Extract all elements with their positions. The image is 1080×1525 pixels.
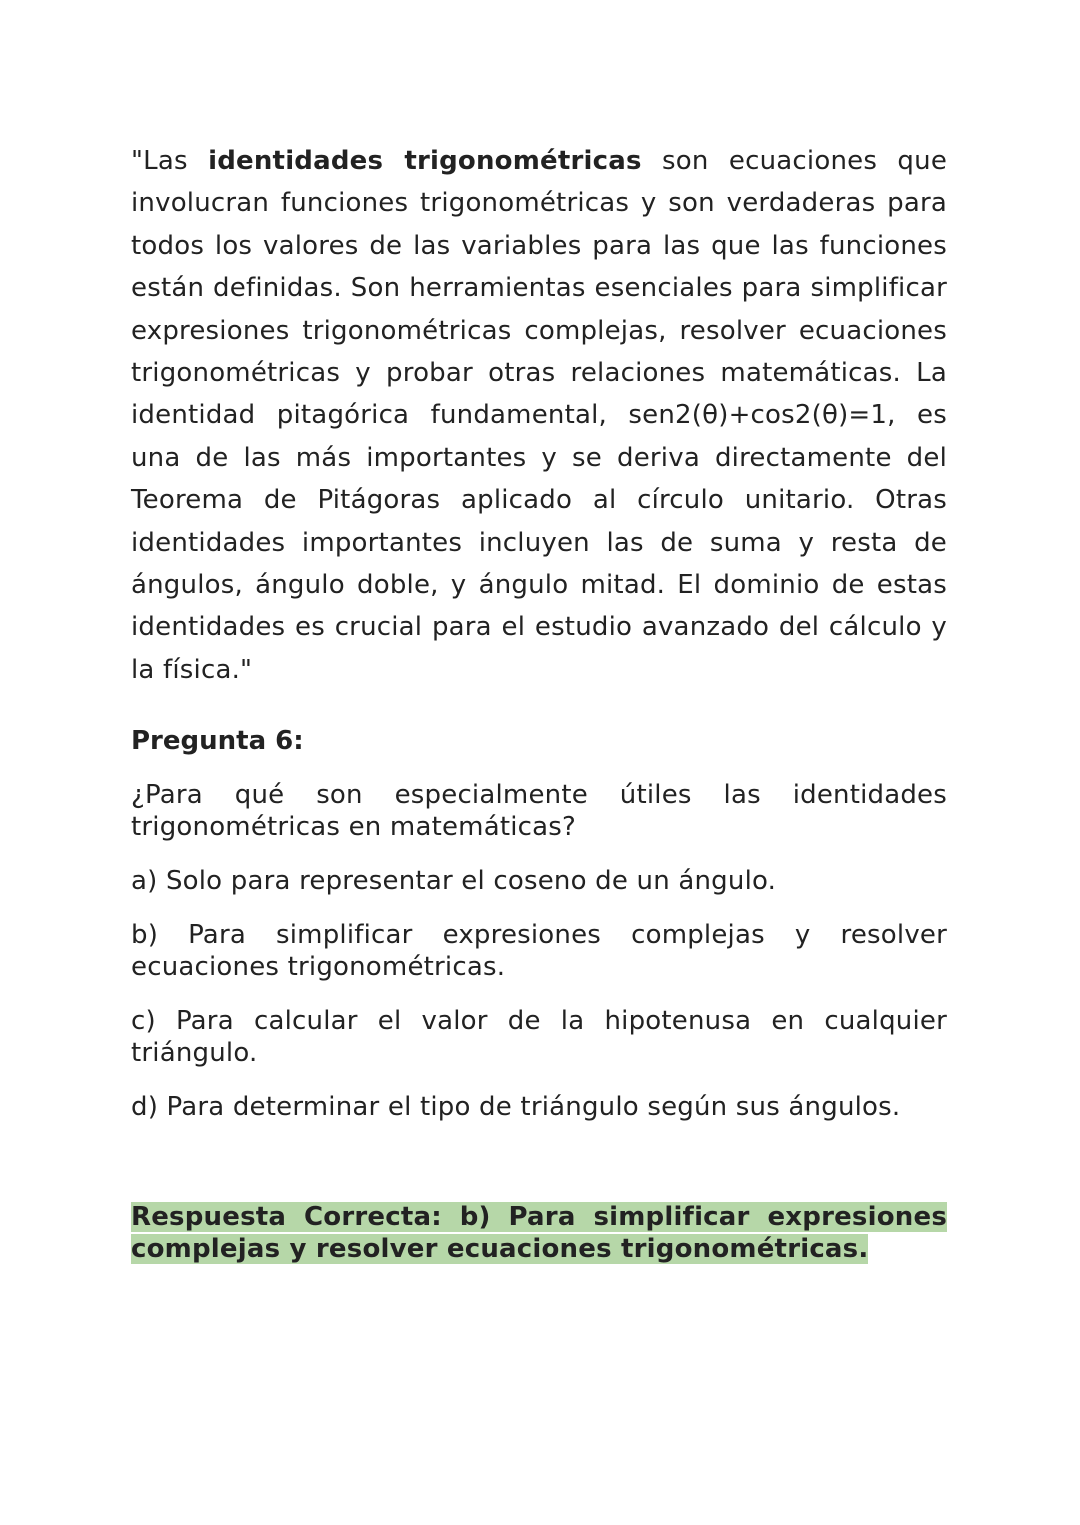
reading-passage [131, 140, 947, 691]
question-title: Pregunta 6: [131, 726, 304, 757]
passage-intro: "Las [131, 146, 209, 176]
option-d: d) Para determinar el tipo de triángulo según sus ángulos. [131, 1092, 901, 1123]
document-page [131, 140, 947, 1265]
correct-answer-highlight: Respuesta Correcta: b) Para simplificar expresiones complejas y resolver ecuaciones trigonométricas. [131, 1202, 947, 1265]
option-c: c) Para calcular el valor de la hipotenusa en cualquier triángulo. [131, 1006, 947, 1069]
option-b: b) Para simplificar expresiones complejas y resolver ecuaciones trigonométricas. [131, 920, 947, 983]
question-text: ¿Para qué son especialmente útiles las identidades trigonométricas en matemáticas? [131, 780, 947, 843]
option-a: a) Solo para representar el coseno de un ángulo. [131, 866, 777, 897]
correct-answer [131, 1201, 947, 1265]
passage-key-term: identidades trigonométricas [208, 146, 642, 176]
passage-body: son ecuaciones que involucran funciones trigonométricas y son verdaderas para todos los valores de las variables para las que las funciones están definidas. Son herramientas esenciales para simplificar expresiones trigonométricas complejas, resolver ecuaciones trigonométricas y probar otras relaciones matemáticas. La identidad pitagórica fundamental, sen2(θ)+cos2(θ)=1, es una de las más importantes y se deriva directamente del Teorema de Pitágoras aplicado al círculo unitario. Otras identidades importantes incluyen las de suma y resta de ángulos, ángulo doble, y ángulo mitad. El dominio de estas identidades es crucial para el estudio avanzado del cálculo y la física." [131, 146, 948, 685]
